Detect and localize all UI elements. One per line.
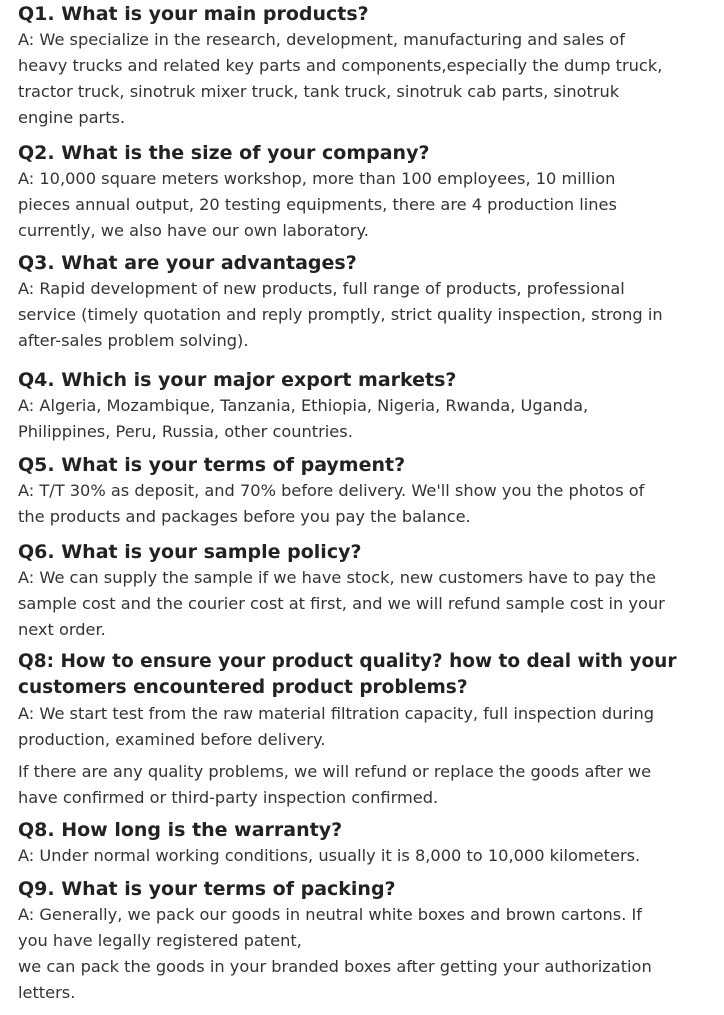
- faq-answer-7: [18, 701, 718, 753]
- answer-line: Philippines, Peru, Russia, other countries.: [18, 422, 353, 441]
- answer-line: sample cost and the courier cost at first, and we will refund sample cost in your: [18, 594, 665, 613]
- answer-line: the products and packages before you pay the balance.: [18, 507, 471, 526]
- faq-answer-7-extra: [18, 759, 718, 811]
- faq-question-1: Q1. What is your main products?: [18, 3, 369, 25]
- answer-line: A: We start test from the raw material filtration capacity, full inspection during: [18, 704, 655, 723]
- answer-line: If there are any quality problems, we will refund or replace the goods after we: [18, 762, 652, 781]
- faq-question-8: Q8. How long is the warranty?: [18, 819, 343, 841]
- answer-line: pieces annual output, 20 testing equipments, there are 4 production lines: [18, 195, 617, 214]
- faq-question-6: Q6. What is your sample policy?: [18, 541, 362, 563]
- answer-line: letters.: [18, 983, 76, 1002]
- faq-answer-3: [18, 276, 718, 354]
- answer-line: we can pack the goods in your branded boxes after getting your authorization: [18, 957, 652, 976]
- answer-line: have confirmed or third-party inspection confirmed.: [18, 788, 439, 807]
- faq-question-7: [18, 649, 718, 701]
- faq-question-3: Q3. What are your advantages?: [18, 252, 357, 274]
- answer-line: A: We can supply the sample if we have stock, new customers have to pay the: [18, 568, 656, 587]
- faq-question-5: Q5. What is your terms of payment?: [18, 454, 406, 476]
- answer-line: you have legally registered patent,: [18, 931, 302, 950]
- question-line: customers encountered product problems?: [18, 677, 468, 698]
- answer-line: A: We specialize in the research, development, manufacturing and sales of: [18, 30, 625, 49]
- answer-line: next order.: [18, 620, 106, 639]
- answer-line: currently, we also have our own laboratory.: [18, 221, 369, 240]
- answer-line: tractor truck, sinotruk mixer truck, tank truck, sinotruk cab parts, sinotruk: [18, 82, 620, 101]
- answer-line: A: Rapid development of new products, full range of products, professional: [18, 279, 625, 298]
- faq-answer-6: [18, 565, 718, 643]
- question-line: Q8: How to ensure your product quality? how to deal with your: [18, 651, 677, 672]
- answer-line: heavy trucks and related key parts and components,especially the dump truck,: [18, 56, 663, 75]
- faq-answer-5: [18, 478, 718, 530]
- answer-line: A: T/T 30% as deposit, and 70% before delivery. We'll show you the photos of: [18, 481, 645, 500]
- faq-question-9: Q9. What is your terms of packing?: [18, 878, 396, 900]
- faq-answer-1: [18, 27, 718, 131]
- faq-answer-4: [18, 393, 718, 445]
- faq-page: [18, 0, 718, 1015]
- answer-line: engine parts.: [18, 108, 126, 127]
- answer-line: production, examined before delivery.: [18, 730, 326, 749]
- faq-answer-2: [18, 166, 718, 244]
- answer-line: A: Algeria, Mozambique, Tanzania, Ethiopia, Nigeria, Rwanda, Uganda,: [18, 396, 589, 415]
- answer-line: A: Generally, we pack our goods in neutral white boxes and brown cartons. If: [18, 905, 643, 924]
- answer-line: service (timely quotation and reply promptly, strict quality inspection, strong in: [18, 305, 663, 324]
- faq-question-4: Q4. Which is your major export markets?: [18, 369, 457, 391]
- answer-line: A: 10,000 square meters workshop, more than 100 employees, 10 million: [18, 169, 616, 188]
- faq-answer-8: [18, 843, 718, 869]
- answer-line: after-sales problem solving).: [18, 331, 249, 350]
- faq-answer-9: [18, 902, 718, 1006]
- answer-line: A: Under normal working conditions, usually it is 8,000 to 10,000 kilometers.: [18, 846, 641, 865]
- faq-question-2: Q2. What is the size of your company?: [18, 142, 430, 164]
